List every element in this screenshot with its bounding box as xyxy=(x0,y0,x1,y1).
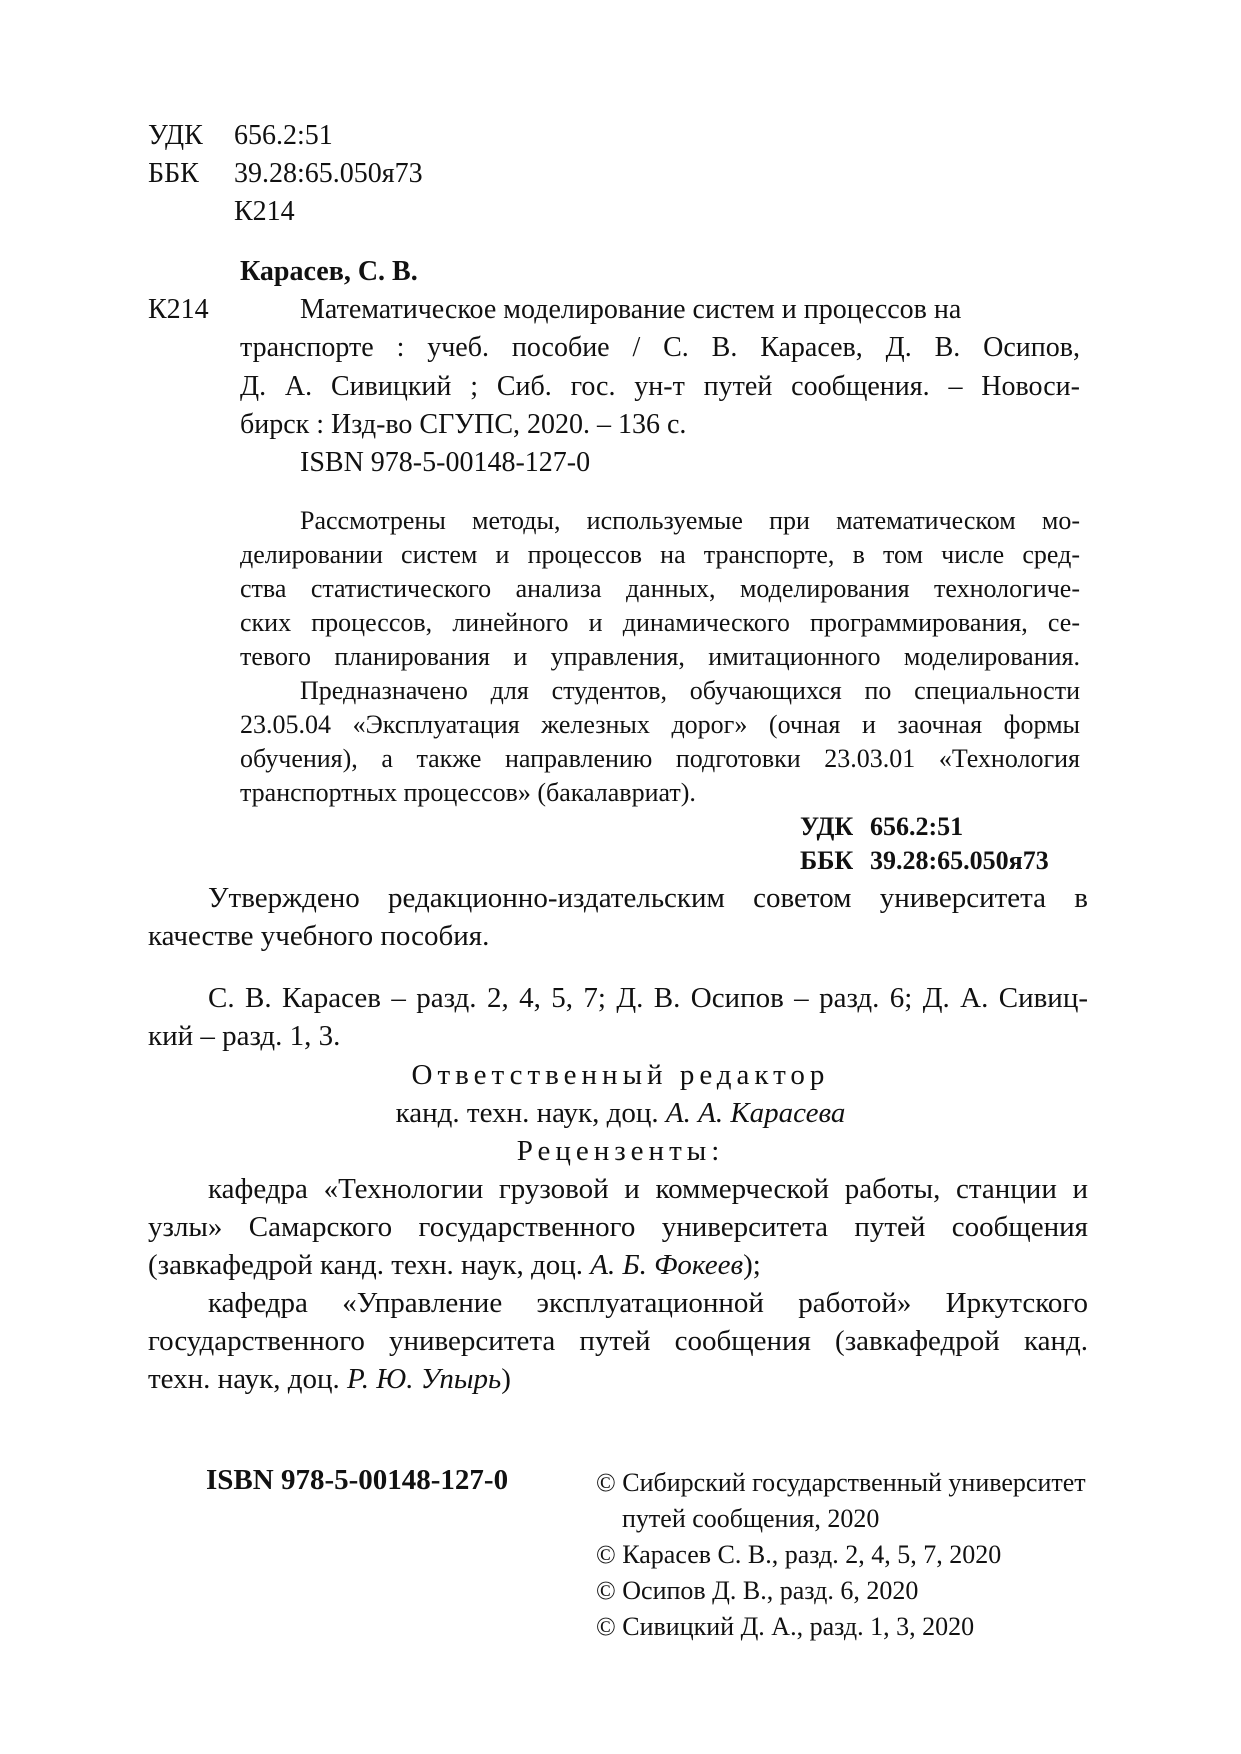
copyright-line-2: путей сообщения, 2020 xyxy=(622,1504,880,1533)
annotation-bbk-value: 39.28:65.050я73 xyxy=(870,846,1049,875)
annotation-udk-value: 656.2:51 xyxy=(870,812,964,841)
author-sign: К214 xyxy=(234,196,295,227)
approval-line-1: Утверждено редакционно-издательским советом университета в xyxy=(208,882,1088,914)
entry-isbn: ISBN 978-5-00148-127-0 xyxy=(300,447,591,478)
copyright-line-4: © Осипов Д. В., разд. 6, 2020 xyxy=(596,1576,919,1605)
reviewer-1-line-3: (завкафедрой канд. техн. наук, доц. А. Б. Фокеев); xyxy=(148,1249,761,1281)
reviewer-1-line-1: кафедра «Технологии грузовой и коммерческой работы, станции и xyxy=(208,1173,1088,1205)
annotation-udk-label: УДК xyxy=(800,812,854,841)
editor-line xyxy=(0,1099,1241,1128)
reviewer-2-line-2: государственного университета путей сообщения (завкафедрой канд. xyxy=(148,1325,1088,1357)
editor-degree: канд. техн. наук, доц. xyxy=(395,1097,659,1129)
annotation-p2-line-1: Предназначено для студентов, обучающихся по специальности xyxy=(300,676,1080,705)
bbk-value: 39.28:65.050я73 xyxy=(234,158,423,189)
udk-label: УДК xyxy=(148,120,203,151)
entry-line-3: Д. А. Сивицкий ; Сиб. гос. ун-т путей сообщения. – Новоси- xyxy=(240,371,1080,402)
bbk-label: ББК xyxy=(148,158,199,189)
approval-line-2: качестве учебного пособия. xyxy=(148,920,490,952)
entry-line-4: бирск : Изд-во СГУПС, 2020. – 136 с. xyxy=(240,409,687,440)
annotation-p1-line-3: ства статистического анализа данных, моделирования технологиче- xyxy=(240,574,1080,603)
annotation-p2-line-2: 23.05.04 «Эксплуатация железных дорог» (очная и заочная формы xyxy=(240,710,1080,739)
copyright-line-5: © Сивицкий Д. А., разд. 1, 3, 2020 xyxy=(596,1612,975,1641)
entry-line-2: транспорте : учеб. пособие / С. В. Карасев, Д. В. Осипов, xyxy=(240,332,1080,363)
authorship-line-2: кий – разд. 1, 3. xyxy=(148,1020,341,1052)
annotation-p1-line-5: тевого планирования и управления, имитационного моделирования. xyxy=(240,642,1080,671)
reviewer-2-line-1: кафедра «Управление эксплуатационной работой» Иркутского xyxy=(208,1287,1088,1319)
udk-value: 656.2:51 xyxy=(234,120,333,151)
footer-isbn: ISBN 978-5-00148-127-0 xyxy=(206,1464,509,1496)
authorship-line-1: С. В. Карасев – разд. 2, 4, 5, 7; Д. В. Осипов – разд. 6; Д. А. Сивиц- xyxy=(208,982,1088,1014)
reviewer-2-head-name: Р. Ю. Упырь xyxy=(346,1363,502,1395)
copyright-line-3: © Карасев С. В., разд. 2, 4, 5, 7, 2020 xyxy=(596,1540,1002,1569)
annotation-p2-line-3: обучения), а также направлению подготовки 23.03.01 «Технология xyxy=(240,744,1080,773)
reviewer-1-line-2: узлы» Самарского государственного университета путей сообщения xyxy=(148,1211,1088,1243)
annotation-p1-line-4: ских процессов, линейного и динамического программирования, се- xyxy=(240,608,1080,637)
reviewers-heading: Рецензенты: xyxy=(516,1135,725,1167)
annotation-bbk-label: ББК xyxy=(800,846,854,875)
entry-sign: К214 xyxy=(148,294,209,325)
editor-name: А. А. Карасева xyxy=(665,1097,846,1129)
copyright-line-1: © Сибирский государственный университет xyxy=(596,1468,1086,1497)
entry-author: Карасев, С. В. xyxy=(240,256,418,287)
reviewer-2-line-3: техн. наук, доц. Р. Ю. Упырь) xyxy=(148,1363,511,1395)
annotation-p2-line-4: транспортных процессов» (бакалавриат). xyxy=(240,778,696,807)
annotation-p1-line-1: Рассмотрены методы, используемые при математическом мо- xyxy=(300,506,1080,535)
editor-heading: Ответственный редактор xyxy=(411,1059,830,1091)
reviewer-1-head-name: А. Б. Фокеев xyxy=(590,1249,744,1281)
entry-line-1: Математическое моделирование систем и процессов на xyxy=(300,294,962,325)
annotation-p1-line-2: делировании систем и процессов на транспорте, в том числе сред- xyxy=(240,540,1080,569)
